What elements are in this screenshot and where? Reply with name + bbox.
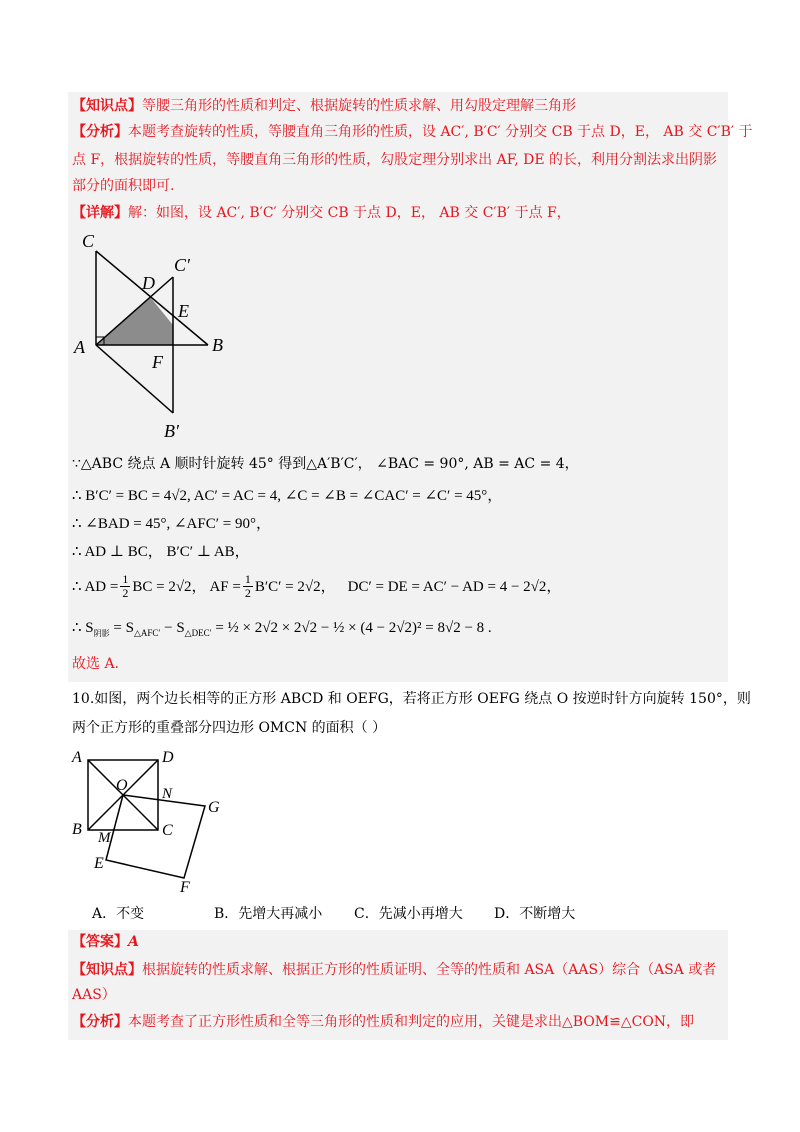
analysis-tag: 【分析】 — [72, 124, 128, 140]
frac-num: 1 — [244, 572, 251, 586]
step-6-part-c: − S — [164, 620, 185, 636]
label-B-prime: B′ — [164, 421, 179, 441]
option-a[interactable]: A．不变 — [92, 906, 145, 922]
q10-label-N: N — [162, 786, 173, 802]
step-4: ∴ AD ⊥ BC， B′C′ ⊥ AB， — [72, 544, 250, 560]
knowledge-text: 等腰三角形的性质和判定、根据旋转的性质求解、用勾股定理解三角形 — [142, 98, 576, 114]
step-5-part-b: BC = 2√2， AF = — [132, 578, 241, 595]
label-C-prime: C′ — [174, 255, 190, 275]
analysis-line-3: 部分的面积即可. — [72, 178, 175, 194]
q10-label-D: D — [162, 749, 174, 766]
analysis-line-1 — [72, 122, 753, 142]
step-6-sub: 阴影 — [93, 629, 110, 638]
answer-value: A — [128, 934, 139, 950]
option-b[interactable]: B．先增大再减小 — [214, 906, 323, 922]
frac-den: 2 — [122, 586, 129, 600]
q10-knowledge-line-2: AAS） — [72, 987, 116, 1003]
step-6-part-b: = S — [113, 620, 134, 636]
knowledge-line — [72, 96, 576, 116]
q10-label-F: F — [180, 879, 190, 896]
q10-knowledge-text-1: 根据旋转的性质求解、根据正方形的性质证明、全等的性质和 ASA（AAS）综合（ASA 或者 — [142, 962, 717, 978]
label-B: B — [212, 335, 223, 355]
fraction-half — [120, 573, 130, 600]
fraction-half — [243, 573, 253, 600]
detail-tag: 【详解】 — [72, 205, 128, 221]
label-C: C — [82, 231, 95, 251]
option-d[interactable]: D．不断增大 — [494, 906, 576, 922]
q10-analysis-tag: 【分析】 — [72, 1014, 128, 1030]
step-5 — [72, 573, 561, 600]
q10-label-G: G — [208, 799, 220, 816]
q10-knowledge-line-1 — [72, 960, 716, 980]
step-6-sub2: △AFC′ — [133, 628, 161, 638]
answer-line — [72, 932, 139, 952]
analysis-line-2: 点 F，根据旋转的性质，等腰直角三角形的性质，勾股定理分别求出 AF, DE 的长，利用分割法求出阴影 — [72, 152, 718, 168]
answer-tag: 【答案】 — [72, 934, 128, 950]
detail-line — [72, 203, 571, 223]
step-5-part-a: ∴ AD = — [72, 578, 119, 595]
detail-text: 解：如图，设 AC′, B′C′ 分别交 CB 于点 D，E， AB 交 C′B′ 于点 F， — [128, 205, 571, 221]
q10-label-E: E — [94, 855, 104, 872]
frac-num: 1 — [122, 572, 129, 586]
question-10-line-2: 两个正方形的重叠部分四边形 OMCN 的面积（ ） — [72, 720, 387, 736]
step-6-part-d: = ½ × 2√2 × 2√2 − ½ × (4 − 2√2)² = 8√2 − 8 . — [215, 620, 492, 636]
label-D: D — [142, 273, 155, 293]
step-2: ∴ B′C′ = BC = 4√2, AC′ = AC = 4, ∠C = ∠B = ∠CAC′ = ∠C′ = 45°， — [72, 488, 503, 504]
square-rotation-figure — [68, 740, 228, 900]
step-5-part-c: B′C′ = 2√2， — [254, 578, 336, 595]
step-6 — [72, 618, 492, 644]
q10-label-M: M — [98, 830, 111, 846]
step-1 — [72, 454, 579, 474]
step-5-part-d: DC′ = DE = AC′ − AD = 4 − 2√2， — [347, 578, 562, 595]
shaded-region — [96, 297, 173, 345]
label-E: E — [178, 301, 189, 321]
step-3 — [72, 514, 271, 534]
q10-analysis-text: 本题考查了正方形性质和全等三角形的性质和判定的应用，关键是求出△BOM≌△CON，即 — [128, 1014, 695, 1030]
label-F: F — [152, 352, 163, 372]
knowledge-tag: 【知识点】 — [72, 98, 142, 114]
conclusion: 故选 A. — [72, 656, 120, 672]
analysis-text-1: 本题考查旋转的性质，等腰直角三角形的性质，设 AC′, B′C′ 分别交 CB 于点 D，E， AB 交 C′B′ 于 — [128, 124, 753, 140]
option-c[interactable]: C．先减小再增大 — [354, 906, 463, 922]
q10-label-O: O — [116, 777, 128, 794]
rotation-triangle-figure — [68, 225, 238, 445]
q10-label-B: B — [72, 821, 82, 838]
question-10-line-1: 10.如图，两个边长相等的正方形 ABCD 和 OEFG，若将正方形 OEFG 绕点 O 按逆时针方向旋转 150°，则 — [72, 691, 751, 707]
step-3-text: ∴ ∠BAD = 45°, ∠AFC′ = 90°， — [72, 516, 271, 532]
frac-den: 2 — [244, 586, 251, 600]
q10-analysis-line — [72, 1012, 694, 1032]
q10-label-C: C — [162, 822, 173, 839]
step-6-part-a: ∴ S — [72, 620, 94, 636]
q10-label-A: A — [72, 749, 82, 766]
step-6-sub3: △DEC′ — [184, 628, 212, 638]
q10-knowledge-tag: 【知识点】 — [72, 962, 142, 978]
step-1-text: ∵△ABC 绕点 A 顺时针旋转 45° 得到△A′B′C′， ∠BAC = 90°, AB = AC = 4， — [72, 456, 579, 472]
label-A: A — [74, 337, 85, 357]
